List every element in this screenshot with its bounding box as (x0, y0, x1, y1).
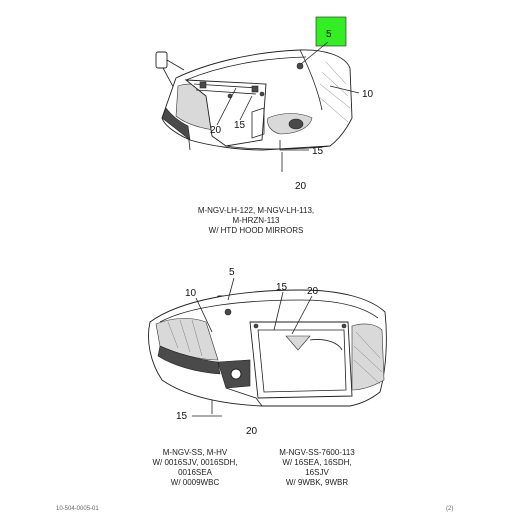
top-hood-illustration (156, 50, 352, 150)
top-caption-line-2: M-HRZN-113 (232, 216, 280, 225)
hood-mirror (156, 52, 167, 68)
bottom-right-caption-line-3: 16SJV (305, 468, 329, 477)
top-caption-line-3: W/ HTD HOOD MIRRORS (208, 226, 304, 235)
callout-15a-top[interactable]: 15 (234, 120, 246, 131)
callout-10-top[interactable]: 10 (362, 89, 374, 100)
callout-15a-bottom[interactable]: 15 (276, 282, 288, 293)
callout-20a-bottom[interactable]: 20 (307, 286, 319, 297)
bottom-left-caption-line-2: W/ 0016SJV, 0016SDH, (152, 458, 238, 467)
bottom-right-caption-line-2: W/ 16SEA, 16SDH, (282, 458, 352, 467)
callout-10-bottom[interactable]: 10 (185, 288, 197, 299)
bottom-right-caption-line-4: W/ 9WBK, 9WBR (285, 478, 349, 487)
bottom-left-caption-line-3: 0016SEA (178, 468, 212, 477)
bottom-hood-illustration (149, 290, 387, 406)
callout-20a-top[interactable]: 20 (210, 125, 222, 136)
bottom-left-caption-line-4: W/ 0009WBC (170, 478, 220, 487)
callout-5-top[interactable]: 5 (326, 29, 332, 40)
top-caption-line-1: M-NGV-LH-122, M-NGV-LH-113, (197, 206, 315, 215)
bottom-right-caption-line-1: M-NGV-SS-7600-113 (279, 448, 355, 457)
callout-15b-bottom[interactable]: 15 (176, 411, 188, 422)
callout-20b-bottom[interactable]: 20 (246, 426, 258, 437)
grille-opening (250, 322, 352, 398)
callout-20b-top[interactable]: 20 (295, 181, 307, 192)
footer-page-marker: (2) (446, 506, 454, 512)
callout-5-bottom[interactable]: 5 (229, 267, 235, 278)
top-caption (198, 206, 314, 235)
footer-drawing-number: 10-504-0005-01 (56, 506, 99, 512)
callout-15b-top[interactable]: 15 (312, 146, 324, 157)
bottom-caption-left (152, 448, 237, 487)
bottom-caption-right (279, 448, 355, 487)
bottom-left-caption-line-1: M-NGV-SS, M-HV (162, 448, 228, 457)
